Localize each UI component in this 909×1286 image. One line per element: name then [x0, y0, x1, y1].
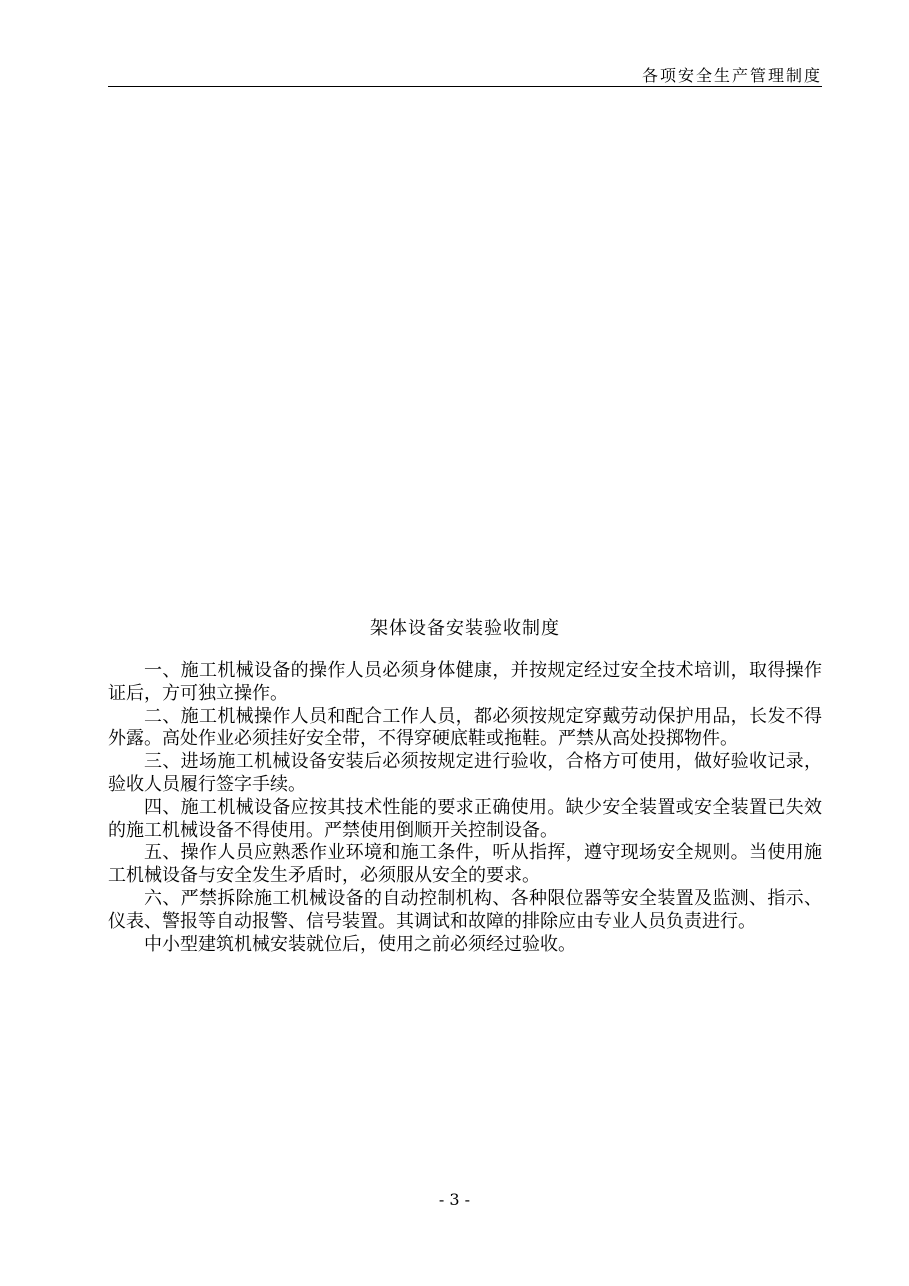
paragraph-7: 中小型建筑机械安装就位后，使用之前必须经过验收。	[144, 933, 576, 955]
document-body	[108, 660, 822, 956]
page-number: - 3 -	[438, 1190, 471, 1209]
paragraph-3: 三、进场施工机械设备安装后必须按规定进行验收，合格方可使用，做好验收记录，验收人员履行签字手续。	[108, 751, 822, 795]
page-header	[108, 60, 822, 87]
document-title: 架体设备安装验收制度	[370, 618, 560, 639]
paragraph-1: 一、施工机械设备的操作人员必须身体健康，并按规定经过安全技术培训，取得操作证后，方可独立操作。	[108, 660, 822, 704]
paragraph-2: 二、施工机械操作人员和配合工作人员，都必须按规定穿戴劳动保护用品，长发不得外露。高处作业必须挂好安全带，不得穿硬底鞋或拖鞋。严禁从高处投掷物件。	[108, 705, 822, 750]
paragraph-6: 六、严禁拆除施工机械设备的自动控制机构、各种限位器等安全装置及监测、指示、仪表、警报等自动报警、信号装置。其调试和故障的排除应由专业人员负责进行。	[108, 887, 822, 932]
paragraph-4: 四、施工机械设备应按其技术性能的要求正确使用。缺少安全装置或安全装置已失效的施工机械设备不得使用。严禁使用倒顺开关控制设备。	[108, 796, 822, 841]
paragraph-5: 五、操作人员应熟悉作业环境和施工条件，听从指挥，遵守现场安全规则。当使用施工机械设备与安全发生矛盾时，必须服从安全的要求。	[108, 842, 822, 887]
header-title: 各项安全生产管理制度	[641, 66, 822, 85]
